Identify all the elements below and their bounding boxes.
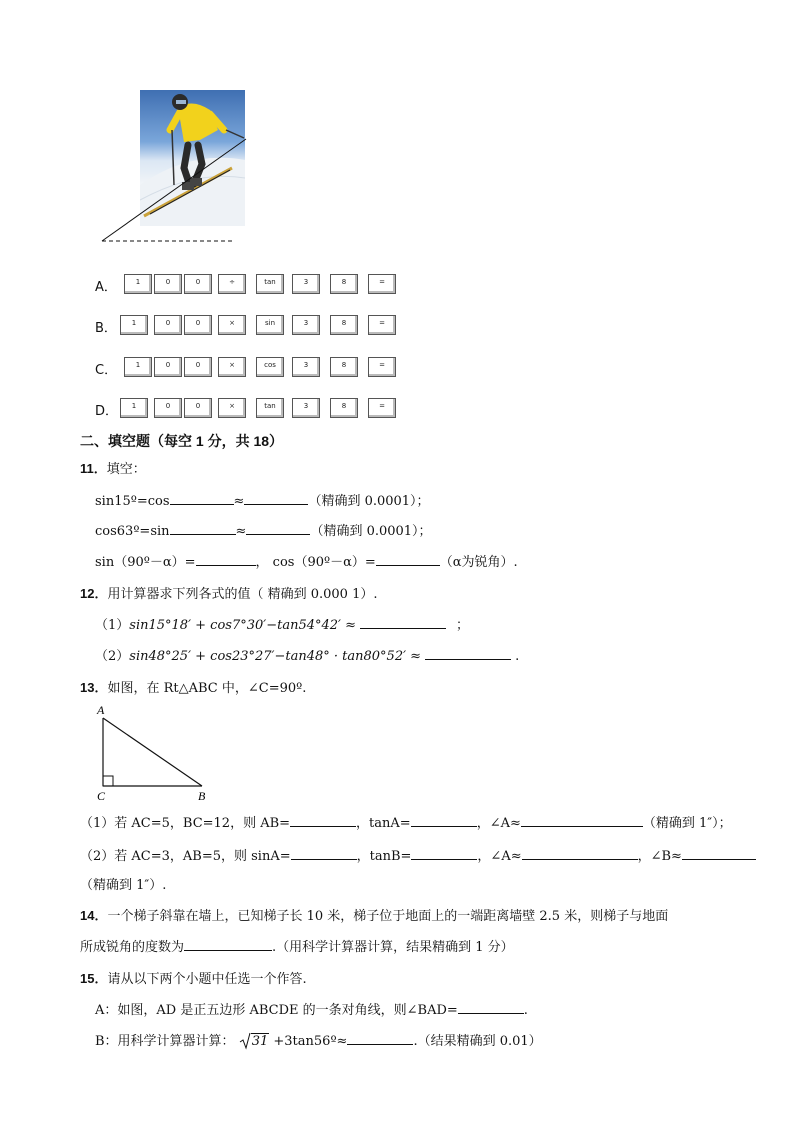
q11-line2: cos63º=sin ≈ （精确到 0.0001）； <box>95 520 432 539</box>
calculator-key: 0 <box>154 315 182 335</box>
calculator-key: × <box>218 398 246 418</box>
option-label: C． <box>95 363 118 378</box>
answer-blank[interactable] <box>411 813 477 827</box>
q13-part2-note: （精确到 1″）. <box>80 878 167 893</box>
answer-blank[interactable] <box>682 846 756 860</box>
calculator-key: 1 <box>120 398 148 418</box>
calculator-key: 3 <box>292 357 320 377</box>
answer-blank[interactable] <box>184 937 272 951</box>
option-label: D． <box>95 404 119 419</box>
calculator-key: 0 <box>154 274 182 294</box>
answer-blank[interactable] <box>170 491 234 505</box>
answer-blank[interactable] <box>244 491 308 505</box>
calculator-key: 3 <box>292 398 320 418</box>
answer-blank[interactable] <box>246 521 310 535</box>
calculator-key: 0 <box>154 398 182 418</box>
vertex-c-label: C <box>97 789 106 802</box>
calculator-key: 0 <box>184 315 212 335</box>
calculator-key: × <box>218 315 246 335</box>
answer-blank[interactable] <box>411 846 477 860</box>
slope-diagram <box>100 135 250 245</box>
q13-part1: （1）若 AC=5，BC=12，则 AB= ，tanA= ，∠A≈ （精确到 1″）； <box>80 812 732 831</box>
calculator-key: = <box>368 315 396 335</box>
sqrt-expression: 31 <box>239 1034 270 1049</box>
calculator-key: ÷ <box>218 274 246 294</box>
calculator-key: 8 <box>330 315 358 335</box>
calculator-key: 3 <box>292 274 320 294</box>
calculator-key: = <box>368 398 396 418</box>
calculator-key: × <box>218 357 246 377</box>
calculator-key: tan <box>256 274 284 294</box>
q15-option-b: B：用科学计算器计算： 31 +3tan56º≈ .（结果精确到 0.01） <box>95 1030 542 1049</box>
q13-stem: 13．如图，在 Rt△ABC 中，∠C=90º. <box>80 680 307 696</box>
calculator-key: 8 <box>330 274 358 294</box>
vertex-b-label: B <box>198 789 206 802</box>
q11-line1: sin15º=cos ≈ （精确到 0.0001）； <box>95 490 430 509</box>
q13-part2: （2）若 AC=3，AB=5，则 sinA= ，tanB= ，∠A≈ ，∠B≈ <box>80 845 756 864</box>
answer-blank[interactable] <box>522 846 638 860</box>
q15-option-a: A：如图，AD 是正五边形 ABCDE 的一条对角线，则∠BAD= . <box>95 999 528 1018</box>
calculator-key: 8 <box>330 398 358 418</box>
calculator-key: cos <box>256 357 284 377</box>
calculator-key: 0 <box>184 274 212 294</box>
answer-blank[interactable] <box>347 1031 413 1045</box>
q14-line2: 所成锐角的度数为 .（用科学计算器计算，结果精确到 1 分） <box>80 936 514 955</box>
section-title: 二、填空题（每空 1 分，共 18） <box>80 433 284 449</box>
answer-blank[interactable] <box>170 521 236 535</box>
calculator-key: 3 <box>292 315 320 335</box>
calculator-key: 1 <box>124 274 152 294</box>
answer-blank[interactable] <box>425 646 511 660</box>
vertex-a-label: A <box>97 703 105 717</box>
answer-blank[interactable] <box>458 1000 524 1014</box>
q14-line1: 14．一个梯子斜靠在墙上，已知梯子长 10 米，梯子位于地面上的一端距离墙壁 2.5 米，则梯子与地面 <box>80 908 669 924</box>
answer-blank[interactable] <box>360 615 446 629</box>
calculator-key: 0 <box>184 398 212 418</box>
option-label: A． <box>95 280 117 295</box>
q12-part1: （1）sin15°18′ + cos7°30′−tan54°42′ ≈ ； <box>95 614 469 633</box>
triangle-abc-figure <box>94 702 214 802</box>
answer-blank[interactable] <box>291 846 357 860</box>
calculator-key: = <box>368 357 396 377</box>
option-label: B． <box>95 321 117 336</box>
calculator-key: 1 <box>120 315 148 335</box>
calculator-key: = <box>368 274 396 294</box>
q11-stem: 11．填空： <box>80 461 146 477</box>
answer-blank[interactable] <box>196 552 256 566</box>
calculator-key: 0 <box>154 357 182 377</box>
q11-line3: sin（90º－α）= ， cos（90º－α）= （α为锐角）. <box>95 551 518 570</box>
answer-blank[interactable] <box>521 813 643 827</box>
calculator-key: 0 <box>184 357 212 377</box>
calculator-key: 8 <box>330 357 358 377</box>
calculator-key: tan <box>256 398 284 418</box>
answer-blank[interactable] <box>290 813 356 827</box>
calculator-key: sin <box>256 315 284 335</box>
q15-stem: 15．请从以下两个小题中任选一个作答. <box>80 971 307 987</box>
q12-part2: （2）sin48°25′ + cos23°27′−tan48° · tan80°52′ ≈ . <box>95 645 519 664</box>
answer-blank[interactable] <box>376 552 440 566</box>
calculator-key: 1 <box>124 357 152 377</box>
q12-stem: 12．用计算器求下列各式的值（ 精确到 0.000 1）. <box>80 586 378 602</box>
